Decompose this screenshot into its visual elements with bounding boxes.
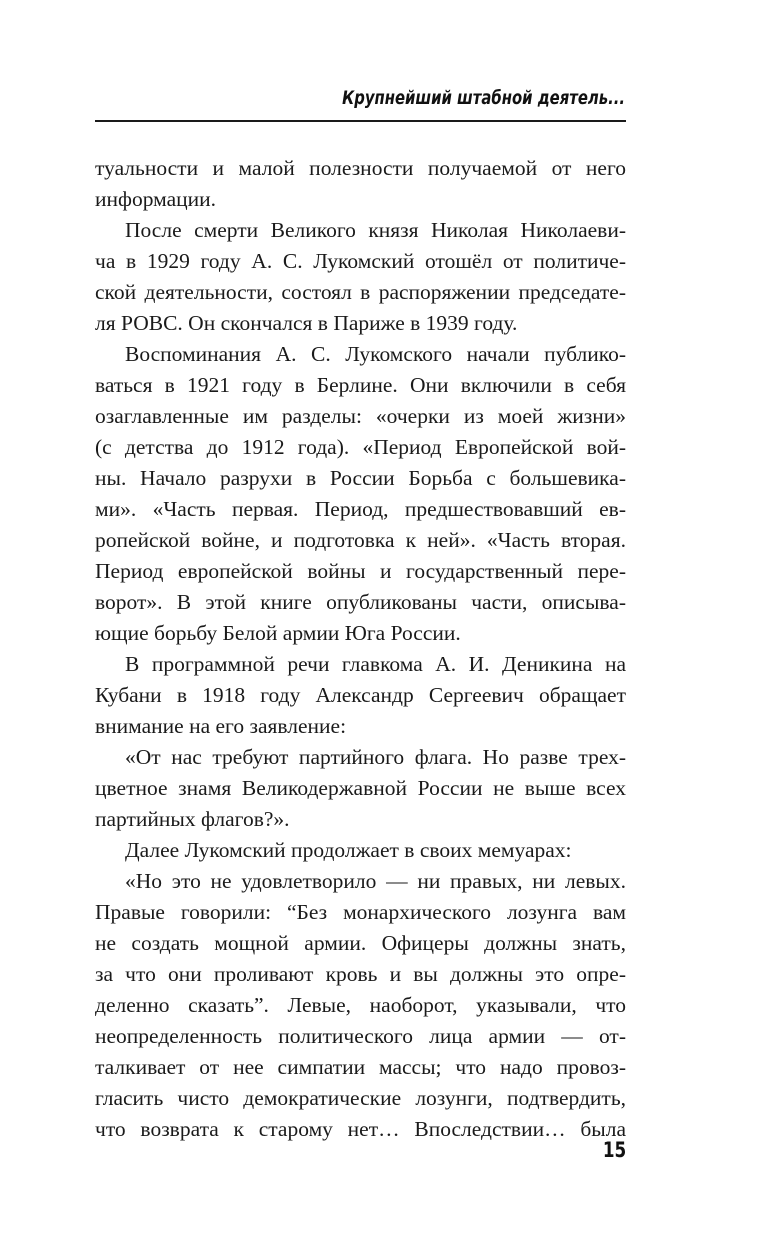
text-line: ля РОВС. Он скончался в Париже в 1939 году. xyxy=(95,311,518,335)
running-head-title: Крупнейший штабной деятель... xyxy=(342,87,625,109)
text-line: партийных флагов?». xyxy=(95,807,290,831)
text-line: Далее Лукомский продолжает в своих мемуарах: xyxy=(125,838,572,862)
text-line: Правые говорили: “Без монархического лозунга вам xyxy=(95,900,626,924)
text-line: ми». «Часть первая. Период, предшествовавший ев- xyxy=(95,497,626,521)
text-line: Кубани в 1918 году Александр Сергеевич обращает xyxy=(95,683,626,707)
text-line: за что они проливают кровь и вы должны это опре- xyxy=(95,962,626,986)
text-line: ворот». В этой книге опубликованы части, описыва- xyxy=(95,590,626,614)
text-line: ча в 1929 году А. С. Лукомский отошёл от политиче- xyxy=(95,249,626,273)
page-number: 15 xyxy=(602,1138,626,1162)
text-line: «От нас требуют партийного флага. Но разве трех- xyxy=(125,745,626,769)
text-line: туальности и малой полезности получаемой от него xyxy=(95,156,626,180)
header-rule xyxy=(95,120,626,122)
text-line: информации. xyxy=(95,187,217,211)
text-line: не создать мощной армии. Офицеры должны знать, xyxy=(95,931,626,955)
text-line: ской деятельности, состоял в распоряжении председате- xyxy=(95,280,626,304)
text-line: что возврата к старому нет… Впоследствии… была xyxy=(95,1117,626,1141)
text-line: талкивает от нее симпатии массы; что надо провоз- xyxy=(95,1055,626,1079)
text-line: В программной речи главкома А. И. Деникина на xyxy=(125,652,626,676)
text-line: (с детства до 1912 года). «Период Европейской вой- xyxy=(95,435,626,459)
text-line: озаглавленные им разделы: «очерки из моей жизни» xyxy=(95,404,626,428)
text-line: ропейской войне, и подготовка к ней». «Часть вторая. xyxy=(95,528,626,552)
page-body xyxy=(95,153,626,1145)
text-line: внимание на его заявление: xyxy=(95,714,347,738)
text-line: ваться в 1921 году в Берлине. Они включили в себя xyxy=(95,373,626,397)
text-line: Период европейской войны и государственный пере- xyxy=(95,559,626,583)
text-line: неопределенность политического лица армии — от- xyxy=(95,1024,626,1048)
text-line: «Но это не удовлетворило — ни правых, ни левых. xyxy=(125,869,626,893)
text-line: деленно сказать”. Левые, наоборот, указывали, что xyxy=(95,993,626,1017)
text-line: ны. Начало разрухи в России Борьба с большевика- xyxy=(95,466,626,490)
text-line: После смерти Великого князя Николая Николаеви- xyxy=(125,218,626,242)
text-line: гласить чисто демократические лозунги, подтвердить, xyxy=(95,1086,626,1110)
text-line: ющие борьбу Белой армии Юга России. xyxy=(95,621,461,645)
text-line: Воспоминания А. С. Лукомского начали публико- xyxy=(125,342,626,366)
text-line: цветное знамя Великодержавной России не выше всех xyxy=(95,776,626,800)
